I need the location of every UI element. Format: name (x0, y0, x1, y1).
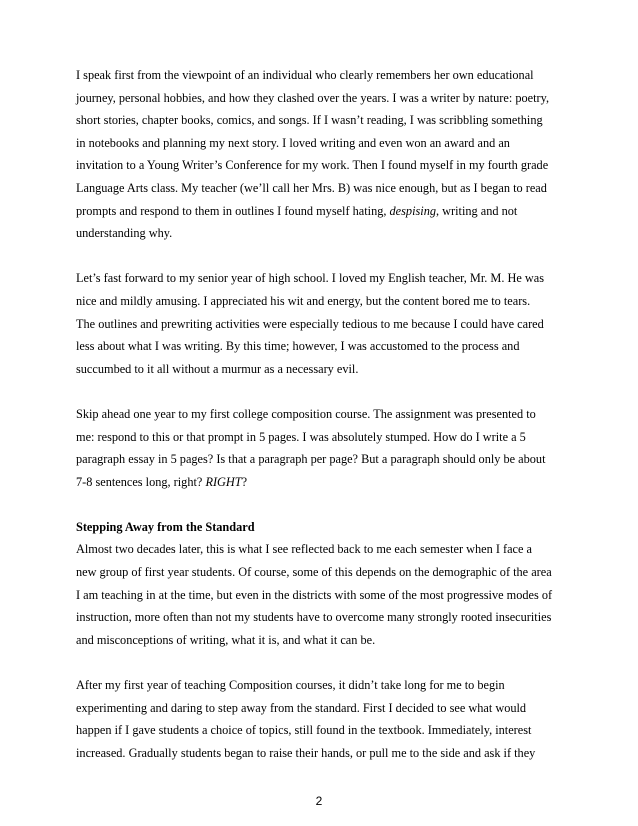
text-line (76, 448, 566, 471)
text-line (76, 335, 566, 358)
text-run: new group of first year students. Of course, some of this depends on the demographic of the area (76, 565, 552, 580)
section-heading: Stepping Away from the Standard (76, 519, 255, 534)
paragraph-spacer (76, 651, 566, 674)
text-line (76, 697, 566, 720)
text-run: short stories, chapter books, comics, and songs. If I wasn’t reading, I was scribbling something (76, 113, 543, 128)
text-run: After my first year of teaching Composition courses, it didn’t take long for me to begin (76, 678, 505, 693)
text-run: me: respond to this or that prompt in 5 pages. I was absolutely stumped. How do I write a 5 (76, 429, 526, 444)
text-run: , writing and not (436, 203, 518, 218)
emphasized-text: despising (389, 203, 436, 218)
text-run: journey, personal hobbies, and how they clashed over the years. I was a writer by nature: poetry, (76, 90, 550, 105)
text-line (76, 742, 566, 765)
text-line (76, 313, 566, 336)
paragraph-spacer (76, 245, 566, 268)
text-run: Let’s fast forward to my senior year of high school. I loved my English teacher, Mr. M. He was (76, 271, 545, 286)
text-run: paragraph essay in 5 pages? Is that a paragraph per page? But a paragraph should only be about (76, 452, 546, 467)
text-run: I am teaching in at the time, but even in the districts with some of the most progressive modes of (76, 587, 553, 602)
text-line (76, 87, 566, 110)
paragraph-spacer (76, 380, 566, 403)
text-run: understanding why. (76, 226, 173, 241)
document-body (76, 64, 566, 764)
text-line (76, 290, 566, 313)
paragraph (76, 403, 566, 493)
text-run: succumbed to it all without a murmur as a necessary evil. (76, 361, 359, 376)
text-line (76, 154, 566, 177)
text-run: nice and mildly amusing. I appreciated his wit and energy, but the content bored me to tears. (76, 293, 531, 308)
text-run: ? (241, 474, 248, 489)
text-line (76, 403, 566, 426)
text-line (76, 426, 566, 449)
text-run: and misconceptions of writing, what it is, and what it can be. (76, 632, 376, 647)
text-run: invitation to a Young Writer’s Conference for my work. Then I found myself in my fourth grade (76, 158, 549, 173)
text-line (76, 64, 566, 87)
text-line (76, 358, 566, 381)
text-run: instruction, more often than not my students have to overcome many strongly rooted insecurities (76, 610, 552, 625)
text-run: less about what I was writing. By this time; however, I was accustomed to the process and (76, 339, 520, 354)
text-run: I speak first from the viewpoint of an individual who clearly remembers her own educational (76, 68, 534, 82)
text-line (76, 200, 566, 223)
text-run: experimenting and daring to step away from the standard. First I decided to see what would (76, 700, 527, 715)
text-line (76, 109, 566, 132)
emphasized-text: RIGHT (205, 474, 242, 489)
text-run: in notebooks and planning my next story. I loved writing and even won an award and an (76, 135, 510, 150)
text-line (76, 719, 566, 742)
text-line (76, 674, 566, 697)
text-line (76, 471, 566, 494)
text-run: happen if I gave students a choice of topics, still found in the textbook. Immediately, interest (76, 723, 532, 738)
text-run: Almost two decades later, this is what I see reflected back to me each semester when I face a (76, 542, 533, 557)
text-run: The outlines and prewriting activities were especially tedious to me because I could have cared (76, 316, 544, 331)
text-line (76, 132, 566, 155)
paragraph (76, 64, 566, 245)
paragraph (76, 267, 566, 380)
text-line (76, 538, 566, 561)
paragraph (76, 674, 566, 764)
paragraph (76, 516, 566, 652)
text-run: Skip ahead one year to my first college composition course. The assignment was presented to (76, 406, 536, 421)
text-line (76, 177, 566, 200)
text-line (76, 561, 566, 584)
text-line (76, 222, 566, 245)
text-line (76, 606, 566, 629)
page-number: 2 (315, 794, 323, 808)
text-line (76, 584, 566, 607)
text-run: increased. Gradually students began to raise their hands, or pull me to the side and ask if they (76, 745, 536, 760)
text-line (76, 629, 566, 652)
paragraph-spacer (76, 493, 566, 516)
text-run: prompts and respond to them in outlines I found myself hating, (76, 203, 390, 218)
text-run: 7-8 sentences long, right? (76, 474, 206, 489)
text-run: Language Arts class. My teacher (we’ll call her Mrs. B) was nice enough, but as I began to read (76, 180, 547, 195)
text-line (76, 267, 566, 290)
